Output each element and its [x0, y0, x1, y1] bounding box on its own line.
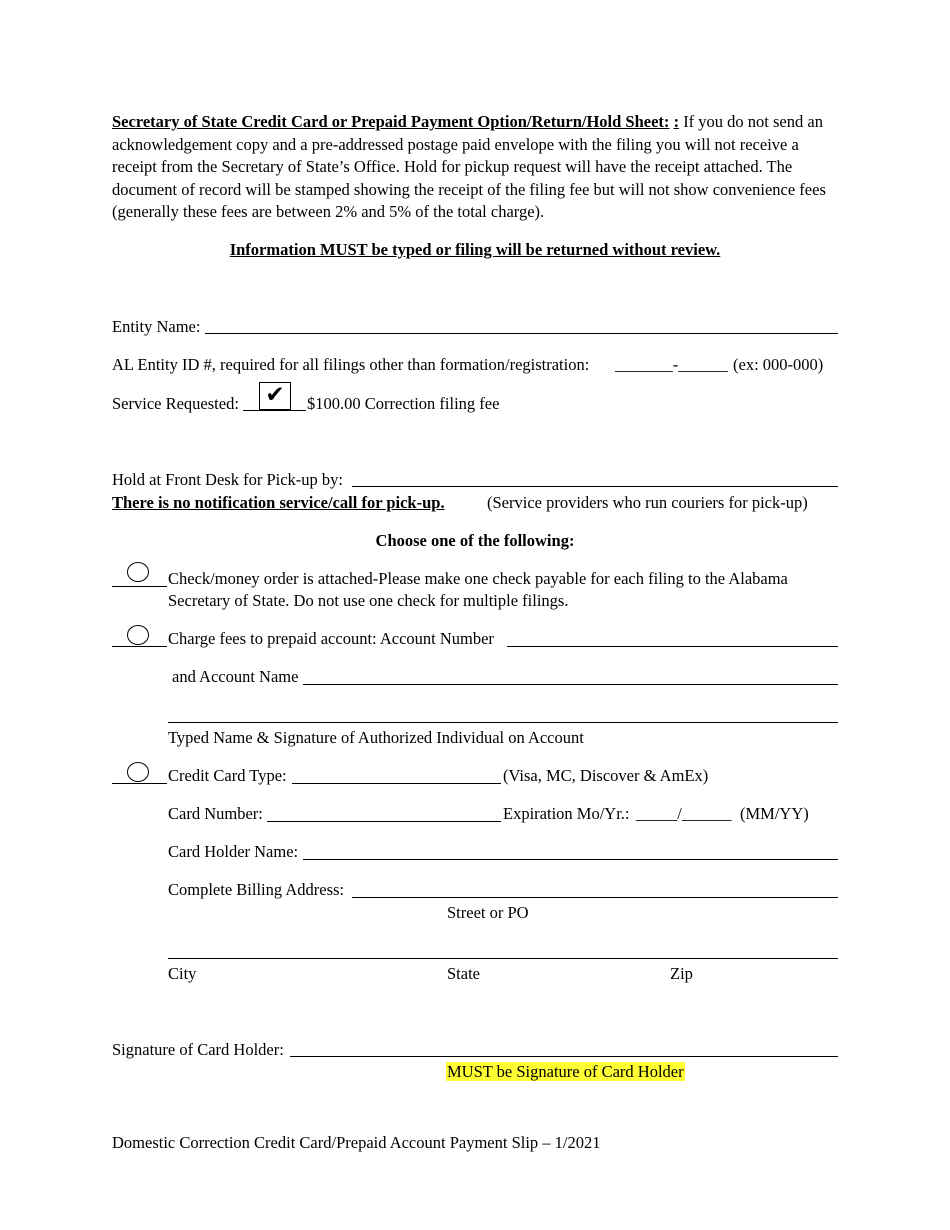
entity-id-example: (ex: 000-000) [733, 355, 824, 374]
intro-colon: : [673, 112, 680, 131]
account-name-field[interactable] [303, 684, 838, 685]
card-number-label: Card Number: [168, 804, 263, 823]
card-type-label: Credit Card Type: [168, 766, 287, 785]
credit-option-line [112, 783, 167, 784]
card-holder-signature-label: Signature of Card Holder: [112, 1040, 284, 1059]
account-name-label: and Account Name [172, 667, 299, 686]
service-requested-line [243, 410, 306, 411]
entity-id-label: AL Entity ID #, required for all filings other than formation/registration: [112, 355, 590, 374]
card-holder-name-label: Card Holder Name: [168, 842, 299, 861]
card-number-field[interactable] [267, 821, 501, 822]
signature-required-note: MUST be Signature of Card Holder [447, 1062, 684, 1081]
hold-pickup-field[interactable] [352, 486, 838, 487]
entity-id-field[interactable]: _______-______ [615, 355, 728, 374]
card-type-field[interactable] [292, 783, 501, 784]
entity-name-field[interactable] [205, 333, 838, 334]
authorized-signature-field[interactable] [168, 722, 838, 723]
billing-city-state-zip-field[interactable] [168, 958, 838, 959]
card-holder-signature-field[interactable] [290, 1056, 838, 1057]
account-number-field[interactable] [507, 646, 838, 647]
expiration-field[interactable]: _____/______ [636, 804, 732, 823]
check-mark-icon: ✔ [265, 382, 285, 408]
choose-one-heading: Choose one of the following: [375, 531, 575, 550]
typed-notice: Information MUST be typed or filing will be returned without review. [229, 240, 721, 259]
expiration-format: (MM/YY) [740, 804, 809, 823]
city-caption: City [168, 964, 197, 983]
entity-name-label: Entity Name: [112, 317, 201, 336]
intro-heading: Secretary of State Credit Card or Prepaid Payment Option/Return/Hold Sheet: [112, 112, 670, 131]
service-requested-label: Service Requested: [112, 394, 239, 413]
correction-fee-checkbox[interactable] [259, 382, 291, 410]
intro-paragraph [112, 111, 842, 224]
billing-address-label: Complete Billing Address: [168, 880, 344, 899]
check-option-radio[interactable] [127, 562, 149, 582]
courier-note: (Service providers who run couriers for pick-up) [487, 493, 808, 512]
credit-option-radio[interactable] [127, 762, 149, 782]
card-holder-name-field[interactable] [303, 859, 838, 860]
check-option-line [112, 586, 167, 587]
check-option-line1: Check/money order is attached-Please make one check payable for each filing to the Alabama [168, 569, 788, 588]
billing-street-field[interactable] [352, 897, 838, 898]
zip-caption: Zip [670, 964, 693, 983]
prepaid-option-radio[interactable] [127, 625, 149, 645]
authorized-signature-label: Typed Name & Signature of Authorized Individual on Account [168, 728, 584, 747]
account-number-label: Charge fees to prepaid account: Account Number [168, 629, 494, 648]
expiration-label: Expiration Mo/Yr.: [503, 804, 630, 823]
check-option-line2: Secretary of State. Do not use one check for multiple filings. [168, 591, 569, 610]
correction-fee-label: $100.00 Correction filing fee [307, 394, 500, 413]
intro-body: If you do not send an acknowledgement copy and a pre-addressed postage paid envelope with the filing you will not receive a receipt from the Secretary of State’s Office. Hold for pickup request will have the receipt attached. The document of record will be stamped showing the receipt of the filing fee but will not show convenience fees (generally these fees are between 2% and 5% of the total charge). [112, 112, 826, 221]
prepaid-option-line [112, 646, 167, 647]
card-type-note: (Visa, MC, Discover & AmEx) [503, 766, 709, 785]
no-notification-warning: There is no notification service/call for pick-up. [112, 493, 445, 512]
state-caption: State [447, 964, 480, 983]
street-caption: Street or PO [447, 903, 529, 922]
footer-form-title: Domestic Correction Credit Card/Prepaid Account Payment Slip – 1/2021 [112, 1133, 601, 1152]
hold-pickup-label: Hold at Front Desk for Pick-up by: [112, 470, 343, 489]
